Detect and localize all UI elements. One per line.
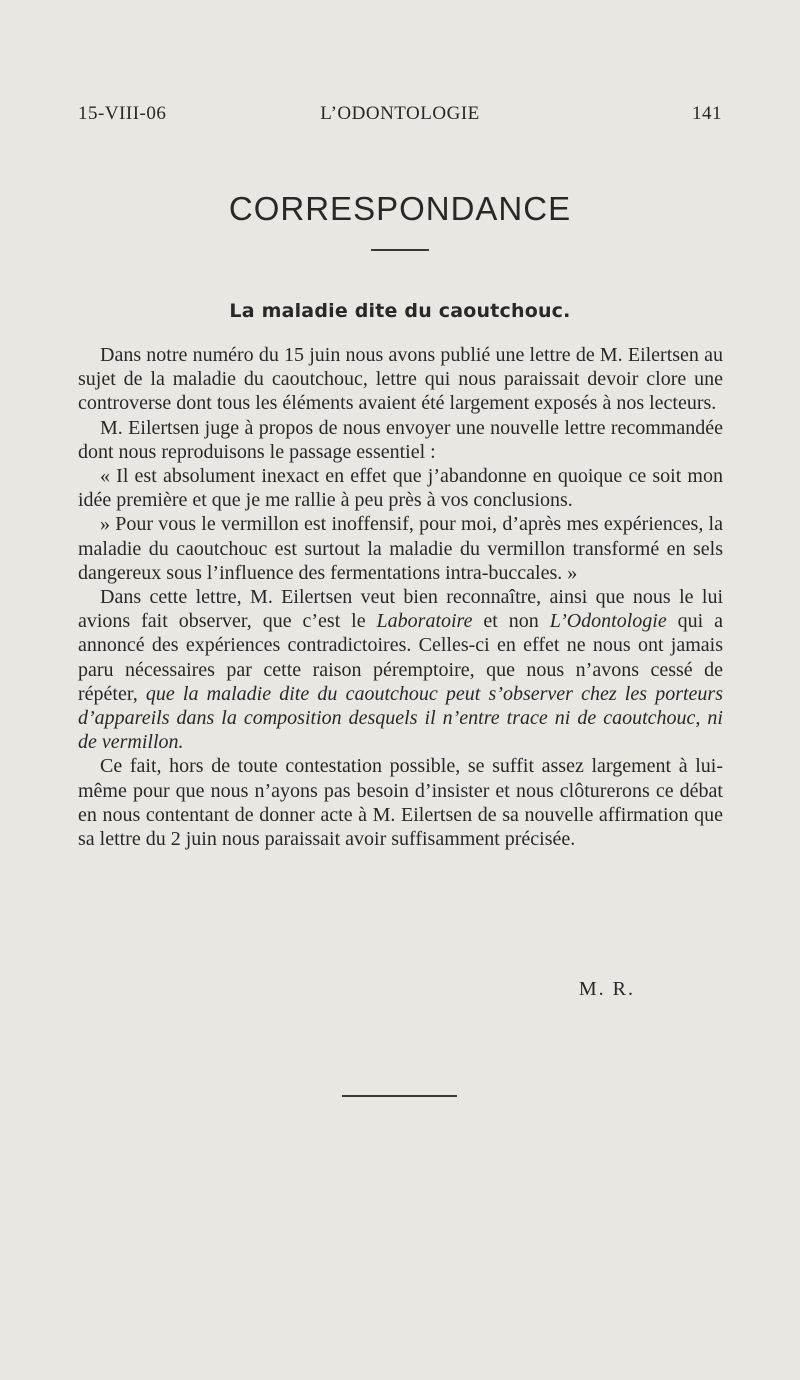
journal-name: L’ODONTOLOGIE bbox=[320, 103, 480, 124]
paragraph-5-text-1: Dans cette lettre, M. Eilertsen veut bien reconnaître, ainsi que nous le lui avions fait observer, que c’est le bbox=[78, 586, 723, 633]
article-title: La maladie dite du caoutchouc. bbox=[229, 300, 571, 322]
signature: M. R. bbox=[578, 978, 635, 1000]
paragraph-2: M. Eilertsen juge à propos de nous envoyer une nouvelle lettre recommandée dont nous reproduisons le passage essentiel : bbox=[78, 416, 723, 463]
paragraph-5-text-2: et non bbox=[472, 610, 550, 633]
paragraph-4: » Pour vous le vermillon est inoffensif, pour moi, d’après mes expériences, la maladie du caoutchouc est surtout la maladie du vermillon transformé en sels dangereux sous l’influence des fermentations intra-buccales. » bbox=[78, 513, 723, 584]
quoted-statement-italic: que la maladie dite du caoutchouc peut s’observer chez les porteurs d’appareils dans la composition desquels il n’entre trace ni de caoutchouc, ni de vermillon. bbox=[78, 682, 723, 754]
title-divider bbox=[371, 249, 429, 251]
article-body bbox=[78, 343, 723, 851]
odontologie-italic: L’Odontologie bbox=[549, 610, 667, 633]
end-divider bbox=[342, 1095, 457, 1097]
paragraph-1: Dans notre numéro du 15 juin nous avons publié une lettre de M. Eilertsen au sujet de la maladie du caoutchouc, lettre qui nous paraissait devoir clore une controverse dont tous les éléments avaient été largement exposés à nos lecteurs. bbox=[78, 344, 723, 415]
page-number: 141 bbox=[692, 103, 722, 124]
laboratoire-italic: Laboratoire bbox=[376, 610, 473, 633]
section-title: CORRESPONDANCE bbox=[228, 190, 572, 227]
paragraph-5-text-3: qui a annoncé des expériences contradictoires. Celles-ci en effet ne nous ont jamais paru nécessaires par cette raison péremptoire, que nous n’avons cessé de répéter, bbox=[78, 610, 723, 705]
issue-date: 15-VIII-06 bbox=[78, 103, 167, 124]
paragraph-3: « Il est absolument inexact en effet que j’abandonne en quoique ce soit mon idée première et que je me rallie à peu près à vos conclusions. bbox=[78, 465, 723, 512]
paragraph-6: Ce fait, hors de toute contestation possible, se suffit assez largement à lui-même pour que nous n’ayons pas besoin d’insister et nous clôturerons ce débat en nous contentant de donner acte à M. Eilertsen de sa nouvelle affirmation que sa lettre du 2 juin nous paraissait avoir suffisamment précisée. bbox=[78, 755, 723, 851]
paragraph-5 bbox=[78, 585, 723, 754]
